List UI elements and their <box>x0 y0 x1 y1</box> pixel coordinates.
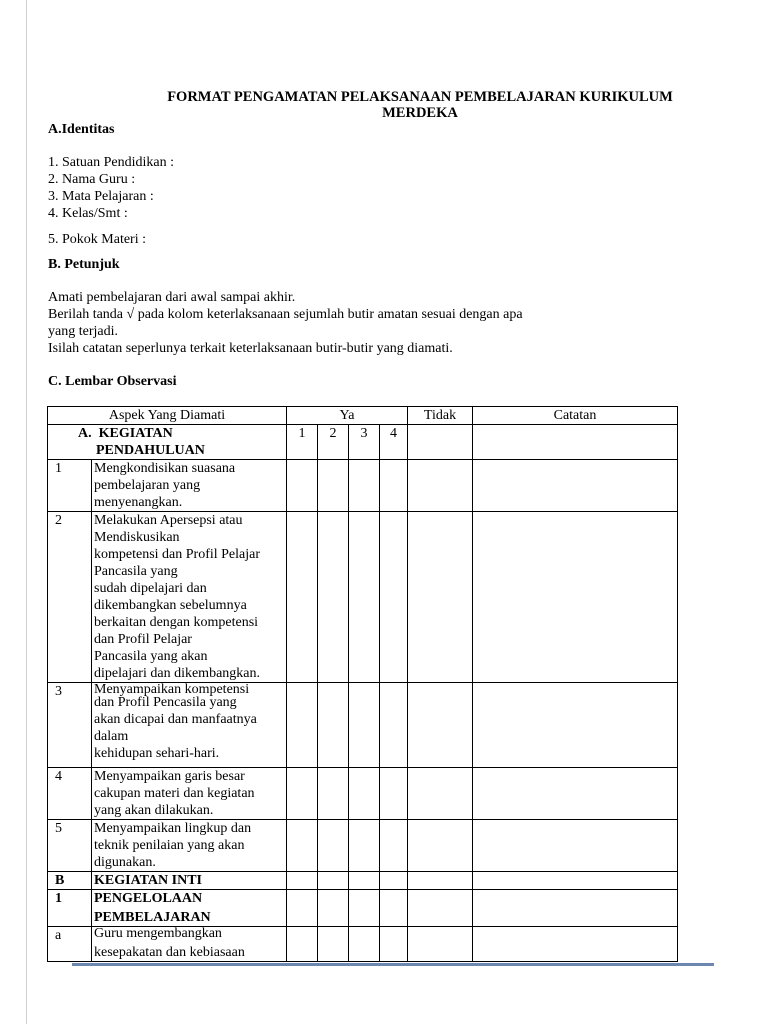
identity-subject: 3. Mata Pelajaran : <box>48 189 154 204</box>
aspect-line: yang akan dilakukan. <box>94 803 214 818</box>
aspect-line: Pancasila yang <box>94 564 178 579</box>
row-number: 2 <box>48 512 92 683</box>
tidak-cell[interactable] <box>408 820 473 872</box>
tidak-cell[interactable] <box>408 890 473 927</box>
score-cell-1[interactable] <box>287 512 318 683</box>
observation-table <box>47 406 678 962</box>
row-aspect <box>92 820 287 872</box>
group-b-number: B <box>48 872 92 890</box>
row-number: 1 <box>48 460 92 512</box>
row-number: a <box>48 927 92 962</box>
score-cell-1[interactable] <box>287 460 318 512</box>
score-header-2: 2 <box>318 425 349 460</box>
group-a-title-line2: PENDAHULUAN <box>96 443 205 458</box>
aspect-line: dan Profil Pencasila yang <box>94 695 237 710</box>
score-cell-2[interactable] <box>318 927 349 962</box>
score-cell-1[interactable] <box>287 872 318 890</box>
catatan-cell[interactable] <box>473 927 678 962</box>
group-b-label: KEGIATAN INTI <box>92 872 287 890</box>
score-cell-2[interactable] <box>318 872 349 890</box>
header-ya: Ya <box>287 407 408 425</box>
identity-teacher: 2. Nama Guru : <box>48 172 136 187</box>
tidak-cell[interactable] <box>408 872 473 890</box>
group-b1-line: PEMBELAJARAN <box>94 910 211 925</box>
header-catatan: Catatan <box>473 407 678 425</box>
score-cell-1[interactable] <box>287 927 318 962</box>
table-header-row <box>48 407 678 425</box>
group-b1-line: PENGELOLAAN <box>94 891 203 906</box>
row-aspect <box>92 683 287 768</box>
row-number: 3 <box>48 683 92 768</box>
aspect-line: cakupan materi dan kegiatan <box>94 786 255 801</box>
score-cell-2[interactable] <box>318 768 349 820</box>
table-row <box>48 820 678 872</box>
tidak-cell[interactable] <box>408 927 473 962</box>
score-cell-3[interactable] <box>349 768 380 820</box>
tidak-cell[interactable] <box>408 512 473 683</box>
aspect-line: kehidupan sehari-hari. <box>94 746 220 761</box>
tidak-cell[interactable] <box>408 683 473 768</box>
score-cell-3[interactable] <box>349 512 380 683</box>
aspect-line: kesepakatan dan kebiasaan <box>94 945 245 960</box>
section-b-heading: B. Petunjuk <box>48 257 120 272</box>
score-cell-1[interactable] <box>287 890 318 927</box>
aspect-line: Guru mengembangkan <box>94 926 222 941</box>
aspect-line: dan Profil Pelajar <box>94 632 192 647</box>
score-cell-4[interactable] <box>380 872 408 890</box>
instruction-line: Amati pembelajaran dari awal sampai akhir. <box>48 290 296 305</box>
page-left-border <box>26 0 27 1024</box>
instruction-line: Isilah catatan seperlunya terkait keterlaksanaan butir-butir yang diamati. <box>48 341 453 356</box>
identity-school: 1. Satuan Pendidikan : <box>48 155 174 170</box>
catatan-cell[interactable] <box>473 683 678 768</box>
score-cell-3[interactable] <box>349 927 380 962</box>
aspect-line: teknik penilaian yang akan <box>94 838 245 853</box>
aspect-line: kompetensi dan Profil Pelajar <box>94 547 261 562</box>
score-header-4: 4 <box>380 425 408 460</box>
score-cell-2[interactable] <box>318 512 349 683</box>
score-cell-4[interactable] <box>380 890 408 927</box>
score-header-3: 3 <box>349 425 380 460</box>
row-aspect <box>92 768 287 820</box>
aspect-line: menyenangkan. <box>94 495 183 510</box>
aspect-line: Melakukan Apersepsi atau <box>94 513 243 528</box>
aspect-line: berkaitan dengan kompetensi <box>94 615 259 630</box>
score-cell-4[interactable] <box>380 820 408 872</box>
score-cell-2[interactable] <box>318 820 349 872</box>
group-a-label <box>48 425 287 460</box>
header-aspek: Aspek Yang Diamati <box>48 407 287 425</box>
row-aspect <box>92 460 287 512</box>
identity-class: 4. Kelas/Smt : <box>48 206 128 221</box>
score-header-1: 1 <box>287 425 318 460</box>
instruction-line: Berilah tanda √ pada kolom keterlaksanaan sejumlah butir amatan sesuai dengan apa <box>48 307 523 322</box>
catatan-cell[interactable] <box>473 768 678 820</box>
group-a-row <box>48 425 678 460</box>
aspect-line: dalam <box>94 729 129 744</box>
score-cell-3[interactable] <box>349 872 380 890</box>
table-row <box>48 927 678 962</box>
tidak-cell[interactable] <box>408 768 473 820</box>
tidak-cell[interactable] <box>408 425 473 460</box>
tidak-cell[interactable] <box>408 460 473 512</box>
group-b-row <box>48 872 678 890</box>
catatan-cell[interactable] <box>473 820 678 872</box>
catatan-cell[interactable] <box>473 460 678 512</box>
score-cell-2[interactable] <box>318 460 349 512</box>
score-cell-3[interactable] <box>349 683 380 768</box>
score-cell-4[interactable] <box>380 768 408 820</box>
instruction-line: yang terjadi. <box>48 324 118 339</box>
table-row <box>48 683 678 768</box>
group-b1-label <box>92 890 287 927</box>
catatan-cell[interactable] <box>473 512 678 683</box>
catatan-cell[interactable] <box>473 890 678 927</box>
aspect-line: digunakan. <box>94 855 156 870</box>
aspect-line: Pancasila yang akan <box>94 649 208 664</box>
aspect-line: pembelajaran yang <box>94 478 201 493</box>
document-title-line2: MERDEKA <box>382 105 458 121</box>
catatan-cell[interactable] <box>473 872 678 890</box>
aspect-line: akan dicapai dan manfaatnya <box>94 712 257 727</box>
row-aspect <box>92 927 287 962</box>
score-cell-2[interactable] <box>318 890 349 927</box>
score-cell-1[interactable] <box>287 683 318 768</box>
score-cell-2[interactable] <box>318 683 349 768</box>
score-cell-4[interactable] <box>380 927 408 962</box>
document-title: FORMAT PENGAMATAN PELAKSANAAN PEMBELAJARAN KURIKULUM <box>167 89 673 105</box>
score-cell-4[interactable] <box>380 512 408 683</box>
header-tidak: Tidak <box>408 407 473 425</box>
aspect-line: Menyampaikan garis besar <box>94 769 245 784</box>
group-a-title: KEGIATAN <box>98 426 173 441</box>
score-cell-1[interactable] <box>287 768 318 820</box>
row-aspect <box>92 512 287 683</box>
score-cell-4[interactable] <box>380 683 408 768</box>
group-b1-row <box>48 890 678 927</box>
section-c-heading: C. Lembar Observasi <box>48 374 177 389</box>
identity-topic: 5. Pokok Materi : <box>48 232 146 247</box>
row-number: 4 <box>48 768 92 820</box>
score-cell-3[interactable] <box>349 820 380 872</box>
aspect-line: Mengkondisikan suasana <box>94 461 236 476</box>
table-row <box>48 512 678 683</box>
group-b1-number: 1 <box>48 890 92 927</box>
catatan-cell[interactable] <box>473 425 678 460</box>
table-row <box>48 768 678 820</box>
aspect-line: Mendiskusikan <box>94 530 180 545</box>
footer-rule <box>72 963 714 966</box>
aspect-line: Menyampaikan kompetensi <box>94 682 250 697</box>
row-number: 5 <box>48 820 92 872</box>
table-row <box>48 460 678 512</box>
aspect-line: dikembangkan sebelumnya <box>94 598 247 613</box>
aspect-line: sudah dipelajari dan <box>94 581 207 596</box>
aspect-line: dipelajari dan dikembangkan. <box>94 666 260 681</box>
score-cell-1[interactable] <box>287 820 318 872</box>
section-a-heading: A.Identitas <box>48 122 115 137</box>
score-cell-3[interactable] <box>349 460 380 512</box>
score-cell-3[interactable] <box>349 890 380 927</box>
score-cell-4[interactable] <box>380 460 408 512</box>
group-a-letter: A. <box>78 426 92 441</box>
aspect-line: Menyampaikan lingkup dan <box>94 821 252 836</box>
